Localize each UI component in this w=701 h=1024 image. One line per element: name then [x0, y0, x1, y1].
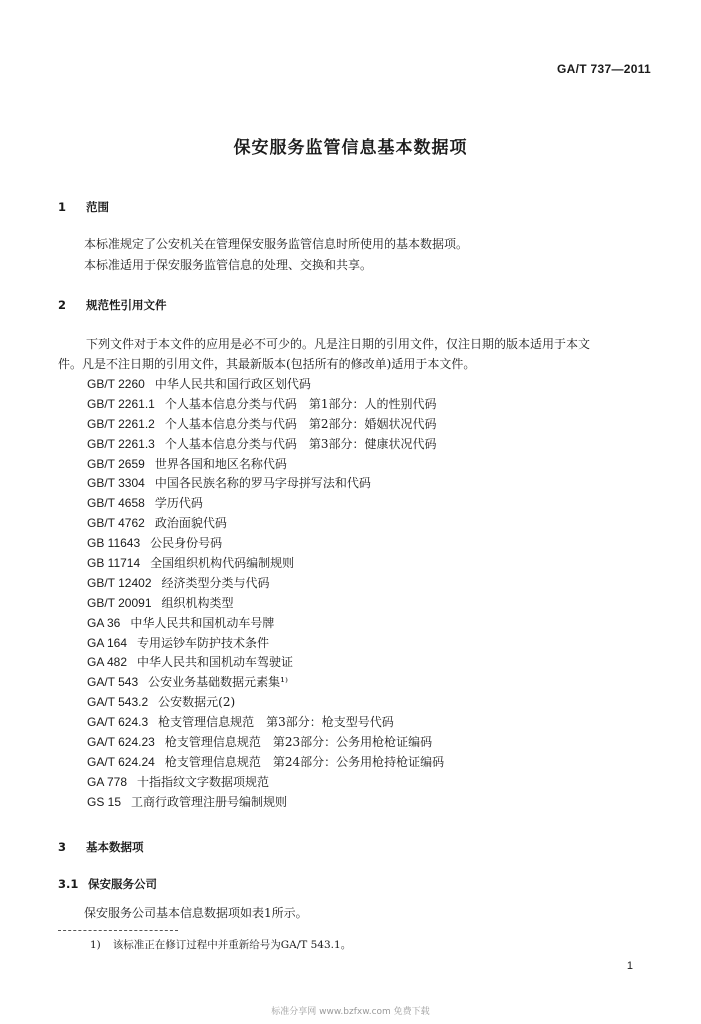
reference-item [87, 753, 444, 773]
reference-title: 中华人民共和国机动车号牌 [130, 615, 275, 630]
reference-item [87, 395, 444, 415]
section-3-heading [58, 839, 144, 855]
reference-item [87, 554, 444, 574]
reference-title: 经济类型分类与代码 [161, 575, 270, 590]
reference-code: GA/T 624.24 [87, 754, 155, 769]
section-1-paragraph-2: 本标准适用于保安服务监管信息的处理、交换和共享。 [84, 258, 373, 272]
reference-item [87, 375, 444, 395]
section-2-intro-line-2: 件。凡是不注日期的引用文件，其最新版本(包括所有的修改单)适用于本文件。 [58, 357, 476, 371]
footnote [90, 937, 351, 952]
reference-title: 中国各民族名称的罗马字母拼写法和代码 [154, 476, 371, 491]
reference-code: GB/T 2659 [87, 456, 145, 471]
reference-title: 枪支管理信息规范 第3部分：枪支型号代码 [158, 715, 394, 730]
subsection-3-1-text: 保安服务公司基本信息数据项如表1所示。 [84, 906, 308, 920]
reference-code: GB/T 2260 [87, 377, 145, 391]
reference-title: 个人基本信息分类与代码 第2部分：婚姻状况代码 [164, 416, 437, 431]
reference-item [87, 435, 444, 455]
reference-item [87, 653, 444, 673]
subsection-number: 3.1 [58, 877, 79, 891]
reference-item [87, 415, 444, 435]
reference-code: GA 778 [87, 774, 128, 789]
footnote-mark: 1) [90, 939, 101, 951]
reference-code: GB/T 2261.2 [87, 416, 155, 431]
reference-list [87, 375, 444, 813]
reference-code: GA 36 [87, 615, 121, 630]
reference-item [87, 733, 444, 753]
reference-item [87, 455, 444, 475]
section-1-heading [58, 199, 109, 215]
section-title: 规范性引用文件 [86, 298, 167, 312]
reference-title: 组织机构类型 [161, 595, 234, 610]
section-title: 范围 [86, 200, 109, 214]
reference-code: GB/T 20091 [87, 595, 152, 610]
reference-item [87, 494, 444, 514]
reference-item [87, 693, 444, 713]
reference-title: 公安业务基础数据元素集¹⁾ [148, 675, 288, 690]
reference-title: 工商行政管理注册号编制规则 [131, 794, 288, 809]
reference-item [87, 594, 444, 614]
page-number: 1 [626, 960, 633, 972]
section-number: 1 [58, 200, 67, 214]
reference-title: 学历代码 [154, 496, 203, 511]
reference-title: 个人基本信息分类与代码 第3部分：健康状况代码 [164, 436, 437, 451]
reference-title: 公安数据元(2) [158, 695, 236, 710]
reference-title: 专用运钞车防护技术条件 [137, 635, 270, 650]
section-2-heading [58, 297, 167, 313]
reference-item [87, 574, 444, 594]
standard-code: GA/T 737—2011 [557, 62, 651, 76]
section-number: 2 [58, 298, 67, 312]
reference-code: GB/T 2261.3 [87, 436, 155, 451]
reference-code: GB/T 12402 [87, 575, 152, 590]
reference-code: GB 11643 [87, 536, 141, 551]
footnote-divider [58, 930, 178, 931]
reference-title: 枪支管理信息规范 第23部分：公务用枪枪证编码 [164, 735, 433, 750]
reference-item [87, 673, 444, 693]
reference-title: 中华人民共和国行政区划代码 [154, 377, 311, 391]
section-1-paragraph-1: 本标准规定了公安机关在管理保安服务监管信息时所使用的基本数据项。 [84, 237, 469, 251]
reference-code: GA/T 543.2 [87, 695, 149, 710]
reference-item [87, 713, 444, 733]
document-title: 保安服务监管信息基本数据项 [233, 138, 468, 158]
subsection-3-1-heading [58, 876, 157, 892]
reference-code: GA/T 624.23 [87, 735, 155, 750]
reference-code: GB 11714 [87, 556, 141, 571]
reference-code: GB/T 4658 [87, 496, 145, 511]
reference-title: 全国组织机构代码编制规则 [150, 556, 295, 571]
reference-title: 公民身份号码 [150, 536, 223, 551]
reference-title: 中华人民共和国机动车驾驶证 [137, 655, 294, 670]
reference-code: GA 482 [87, 655, 128, 670]
section-number: 3 [58, 840, 67, 854]
reference-item [87, 614, 444, 634]
reference-title: 政治面貌代码 [154, 516, 227, 531]
reference-title: 枪支管理信息规范 第24部分：公务用枪持枪证编码 [164, 754, 445, 769]
reference-title: 十指指纹文字数据项规范 [137, 774, 270, 789]
section-2-intro-line-1: 下列文件对于本文件的应用是必不可少的。凡是注日期的引用文件，仅注日期的版本适用于本文 [86, 337, 591, 351]
watermark-text: 标准分享网 www.bzfxw.com 免费下载 [271, 1007, 430, 1017]
reference-code: GB/T 4762 [87, 516, 145, 531]
reference-code: GB/T 2261.1 [87, 396, 155, 411]
reference-item [87, 474, 444, 494]
reference-item [87, 793, 444, 813]
footnote-text: 该标准正在修订过程中并重新给号为GA/T 543.1。 [112, 939, 352, 951]
reference-item [87, 534, 444, 554]
reference-code: GA/T 624.3 [87, 715, 149, 730]
subsection-title: 保安服务公司 [88, 877, 157, 891]
reference-code: GA 164 [87, 635, 128, 650]
reference-item [87, 634, 444, 654]
reference-item [87, 514, 444, 534]
reference-code: GA/T 543 [87, 675, 139, 690]
section-title: 基本数据项 [86, 840, 144, 854]
reference-code: GS 15 [87, 794, 122, 809]
reference-item [87, 773, 444, 793]
reference-code: GB/T 3304 [87, 476, 145, 491]
reference-title: 世界各国和地区名称代码 [154, 456, 287, 471]
reference-title: 个人基本信息分类与代码 第1部分：人的性别代码 [164, 396, 437, 411]
